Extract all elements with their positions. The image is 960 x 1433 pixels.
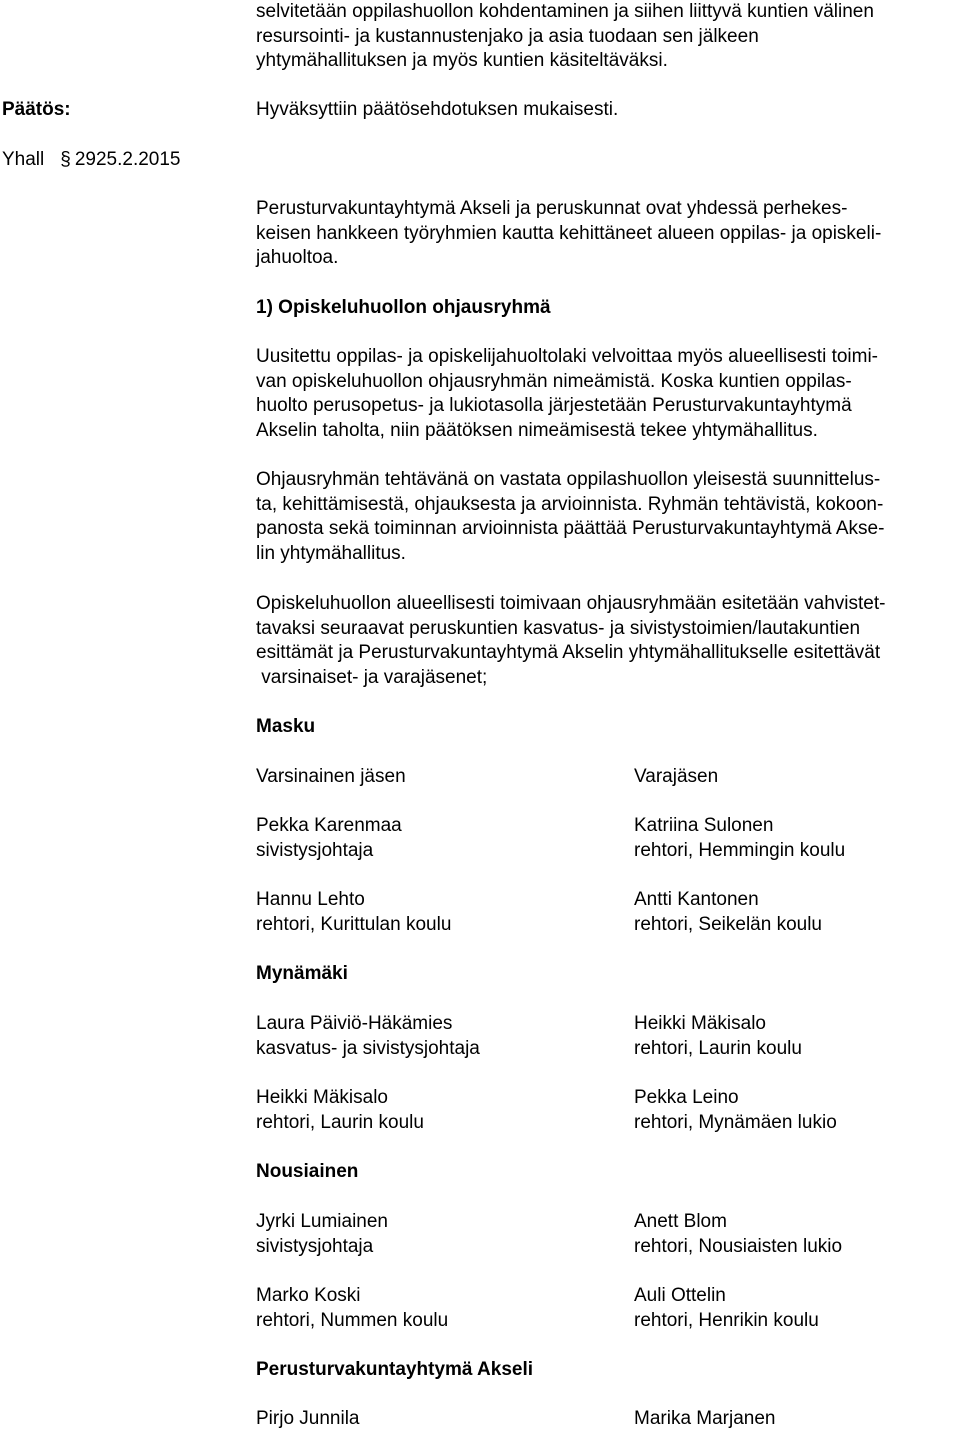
member-name: Marika Marjanen [634,1408,776,1429]
deputy-member [634,1407,960,1432]
member-title: rehtori, Henrikin koulu [634,1309,819,1331]
regular-member [256,1407,626,1432]
deputy-member [634,1086,960,1135]
paragraph-line: ta, kehittämisestä, ohjauksesta ja arvioinnista. Ryhmän tehtävistä, kokoon- [256,493,884,515]
meeting-reference [2,148,181,173]
deputy-member [634,1210,960,1259]
member-name: Heikki Mäkisalo [256,1087,388,1108]
member-title: rehtori, Kurittulan koulu [256,913,452,935]
deputy-member [634,1284,960,1333]
member-name: Heikki Mäkisalo [634,1013,766,1034]
paragraph-line: Perusturvakuntayhtymä Akseli ja peruskunnat ovat yhdessä perhekes- [256,198,848,219]
paragraph-line: keisen hankkeen työryhmien kautta kehittäneet alueen oppilas- ja opiskeli- [256,222,882,244]
member-name: Anett Blom [634,1211,727,1232]
member-name: Laura Päiviö-Häkämies [256,1013,453,1034]
paragraph-line: varsinaiset- ja varajäsenet; [256,666,488,688]
member-title: rehtori, Nummen koulu [256,1309,449,1331]
paragraph-line: esittämät ja Perusturvakuntayhtymä Akselin yhtymähallitukselle esitettävät [256,642,881,664]
municipality-heading: Mynämäki [256,963,348,984]
column-header-deputy: Varajäsen [634,766,719,787]
deputy-member [634,888,960,937]
paragraph-proposal [256,592,960,690]
intro-line: yhtymähallituksen ja myös kuntien käsiteltäväksi. [256,50,668,72]
decision-text: Hyväksyttiin päätösehdotuksen mukaisesti. [256,99,619,120]
paragraph-line: van opiskeluhuollon ohjausryhmän nimeämistä. Koska kuntien oppilas- [256,370,852,392]
intro-line: resursointi- ja kustannustenjako ja asia tuodaan sen jälkeen [256,25,759,47]
intro-line: selvitetään oppilashuollon kohdentaminen ja siihen liittyvä kuntien välinen [256,1,874,22]
member-title: sivistysjohtaja [256,839,374,861]
member-name: Pekka Karenmaa [256,815,402,836]
meeting-body: Yhall [2,149,45,170]
member-name: Auli Ottelin [634,1285,726,1306]
paragraph-line: Ohjausryhmän tehtävänä on vastata oppilashuollon yleisestä suunnittelus- [256,469,881,490]
member-name: Marko Koski [256,1285,361,1306]
paragraph-line: Akselin taholta, niin päätöksen nimeämisestä tekee yhtymähallitus. [256,419,818,441]
paragraph-line: Uusitettu oppilas- ja opiskelijahuoltolaki velvoittaa myös alueellisesti toimi- [256,346,879,367]
municipality-heading: Nousiainen [256,1161,359,1182]
paragraph-line: jahuoltoa. [256,247,339,269]
member-name: Antti Kantonen [634,889,759,910]
decision-label: Päätös: [2,99,71,120]
regular-member [256,1086,626,1135]
regular-member [256,1012,626,1061]
paragraph-line: huolto perusopetus- ja lukiotasolla järjestetään Perusturvakuntayhtymä [256,395,852,417]
member-title: rehtori, Laurin koulu [634,1037,802,1059]
paragraph-law [256,345,960,443]
paragraph-line: lin yhtymähallitus. [256,542,406,564]
member-title: rehtori, Laurin koulu [256,1111,424,1133]
section-symbol: § [60,149,71,170]
paragraph-line: Opiskeluhuollon alueellisesti toimivaan ohjausryhmään esitetään vahvistet- [256,593,886,614]
municipality-heading: Perusturvakuntayhtymä Akseli [256,1359,534,1380]
regular-member [256,814,626,863]
member-title: kasvatus- ja sivistysjohtaja [256,1037,480,1059]
paragraph-cooperation [256,197,960,271]
section-heading: 1) Opiskeluhuollon ohjausryhmä [256,297,551,318]
regular-member [256,1284,626,1333]
member-name: Katriina Sulonen [634,815,774,836]
member-title: rehtori, Mynämäen lukio [634,1111,837,1133]
member-name: Pekka Leino [634,1087,739,1108]
member-title: rehtori, Seikelän koulu [634,913,822,935]
paragraph-line: panosta sekä toiminnan arvioinnista päättää Perusturvakuntayhtymä Akse- [256,518,885,540]
regular-member [256,888,626,937]
column-header-regular: Varsinainen jäsen [256,766,406,787]
member-name: Pirjo Junnila [256,1408,360,1429]
member-name: Jyrki Lumiainen [256,1211,388,1232]
member-name: Hannu Lehto [256,889,365,910]
paragraph-tasks [256,468,960,566]
meeting-date: 2925.2.2015 [74,149,181,170]
intro-paragraph [256,0,960,74]
member-title: rehtori, Nousiaisten lukio [634,1235,843,1257]
member-title: rehtori, Hemmingin koulu [634,839,846,861]
municipality-heading: Masku [256,716,316,737]
deputy-member [634,1012,960,1061]
paragraph-line: tavaksi seuraavat peruskuntien kasvatus- ja sivistystoimien/lautakuntien [256,617,861,639]
regular-member [256,1210,626,1259]
member-title: sivistysjohtaja [256,1235,374,1257]
deputy-member [634,814,960,863]
